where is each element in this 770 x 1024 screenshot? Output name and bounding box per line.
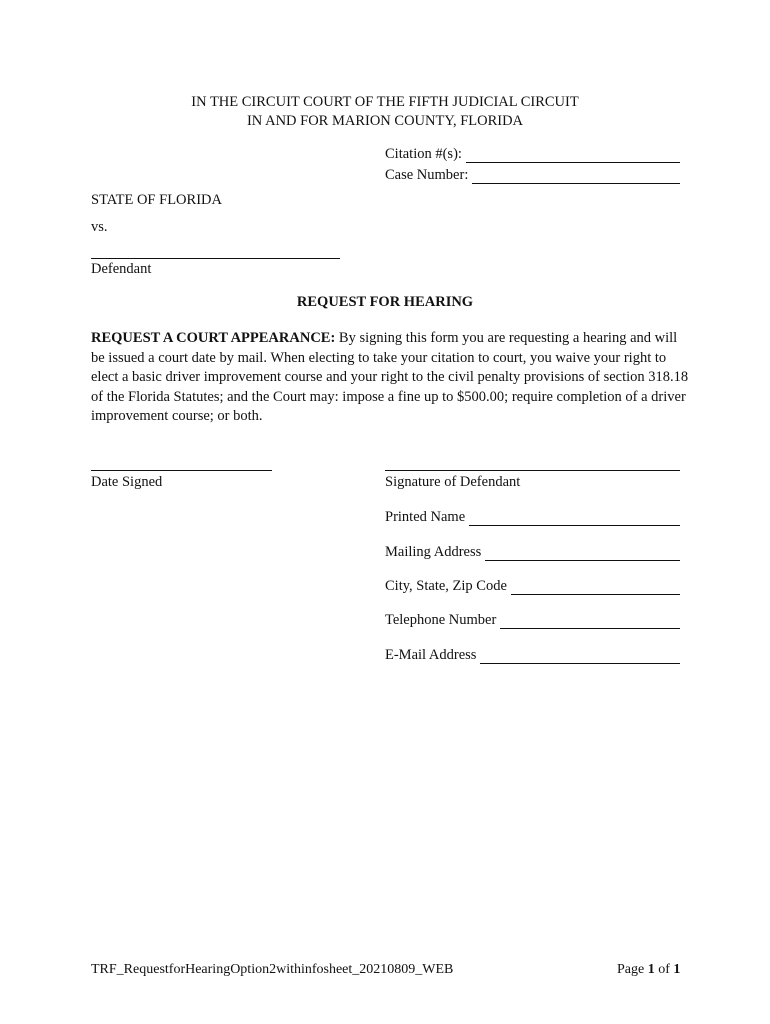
citation-input-line[interactable]	[466, 150, 680, 163]
case-number-field[interactable]	[385, 167, 680, 184]
email-input-line[interactable]	[480, 651, 680, 664]
citation-field[interactable]	[385, 146, 680, 163]
telephone-field[interactable]	[385, 612, 680, 629]
form-title: REQUEST FOR HEARING	[296, 294, 474, 310]
printed-name-label: Printed Name	[385, 509, 466, 525]
date-signed-label: Date Signed	[91, 474, 163, 490]
page-current: 1	[647, 962, 655, 977]
signature-label: Signature of Defendant	[385, 474, 521, 490]
printed-name-field[interactable]	[385, 509, 680, 526]
versus-text: vs.	[91, 219, 108, 235]
state-of-florida: STATE OF FLORIDA	[91, 192, 222, 208]
mailing-address-label: Mailing Address	[385, 544, 482, 560]
mailing-address-input-line[interactable]	[485, 548, 680, 561]
document-id: TRF_RequestforHearingOption2withinfosheet_20210809_WEB	[91, 962, 454, 977]
city-state-zip-input-line[interactable]	[511, 582, 680, 595]
request-lead: REQUEST A COURT APPEARANCE:	[91, 330, 336, 346]
request-body: By signing this form you are requesting a hearing and will be issued a court date by mail. When electing to take your citation to court, you waive your right to elect a basic driver improvement course and your right to the civil penalty provisions of section 318.18 of the Florida Statutes; and the Court may: impose a fine up to $500.00; require completion of a driver improvement course; or both.	[91, 330, 689, 424]
mailing-address-field[interactable]	[385, 544, 680, 561]
date-signed-line[interactable]	[91, 470, 272, 471]
court-heading-line-1: IN THE CIRCUIT COURT OF THE FIFTH JUDICIAL CIRCUIT	[191, 94, 579, 110]
case-number-label: Case Number:	[385, 167, 469, 183]
request-paragraph	[91, 329, 691, 427]
email-field[interactable]	[385, 647, 680, 664]
page-number	[617, 962, 680, 978]
printed-name-input-line[interactable]	[469, 513, 680, 526]
telephone-input-line[interactable]	[500, 616, 680, 629]
defendant-label: Defendant	[91, 261, 152, 277]
defendant-name-line[interactable]	[91, 258, 340, 259]
telephone-label: Telephone Number	[385, 612, 497, 628]
city-state-zip-field[interactable]	[385, 578, 680, 595]
page-total: 1	[673, 962, 681, 977]
page-of: of	[658, 962, 670, 977]
signature-line[interactable]	[385, 470, 680, 471]
email-label: E-Mail Address	[385, 647, 477, 663]
court-heading-line-2: IN AND FOR MARION COUNTY, FLORIDA	[246, 113, 524, 129]
page-prefix: Page	[617, 962, 645, 977]
case-number-input-line[interactable]	[472, 171, 680, 184]
city-state-zip-label: City, State, Zip Code	[385, 578, 507, 594]
citation-label: Citation #(s):	[385, 146, 462, 162]
